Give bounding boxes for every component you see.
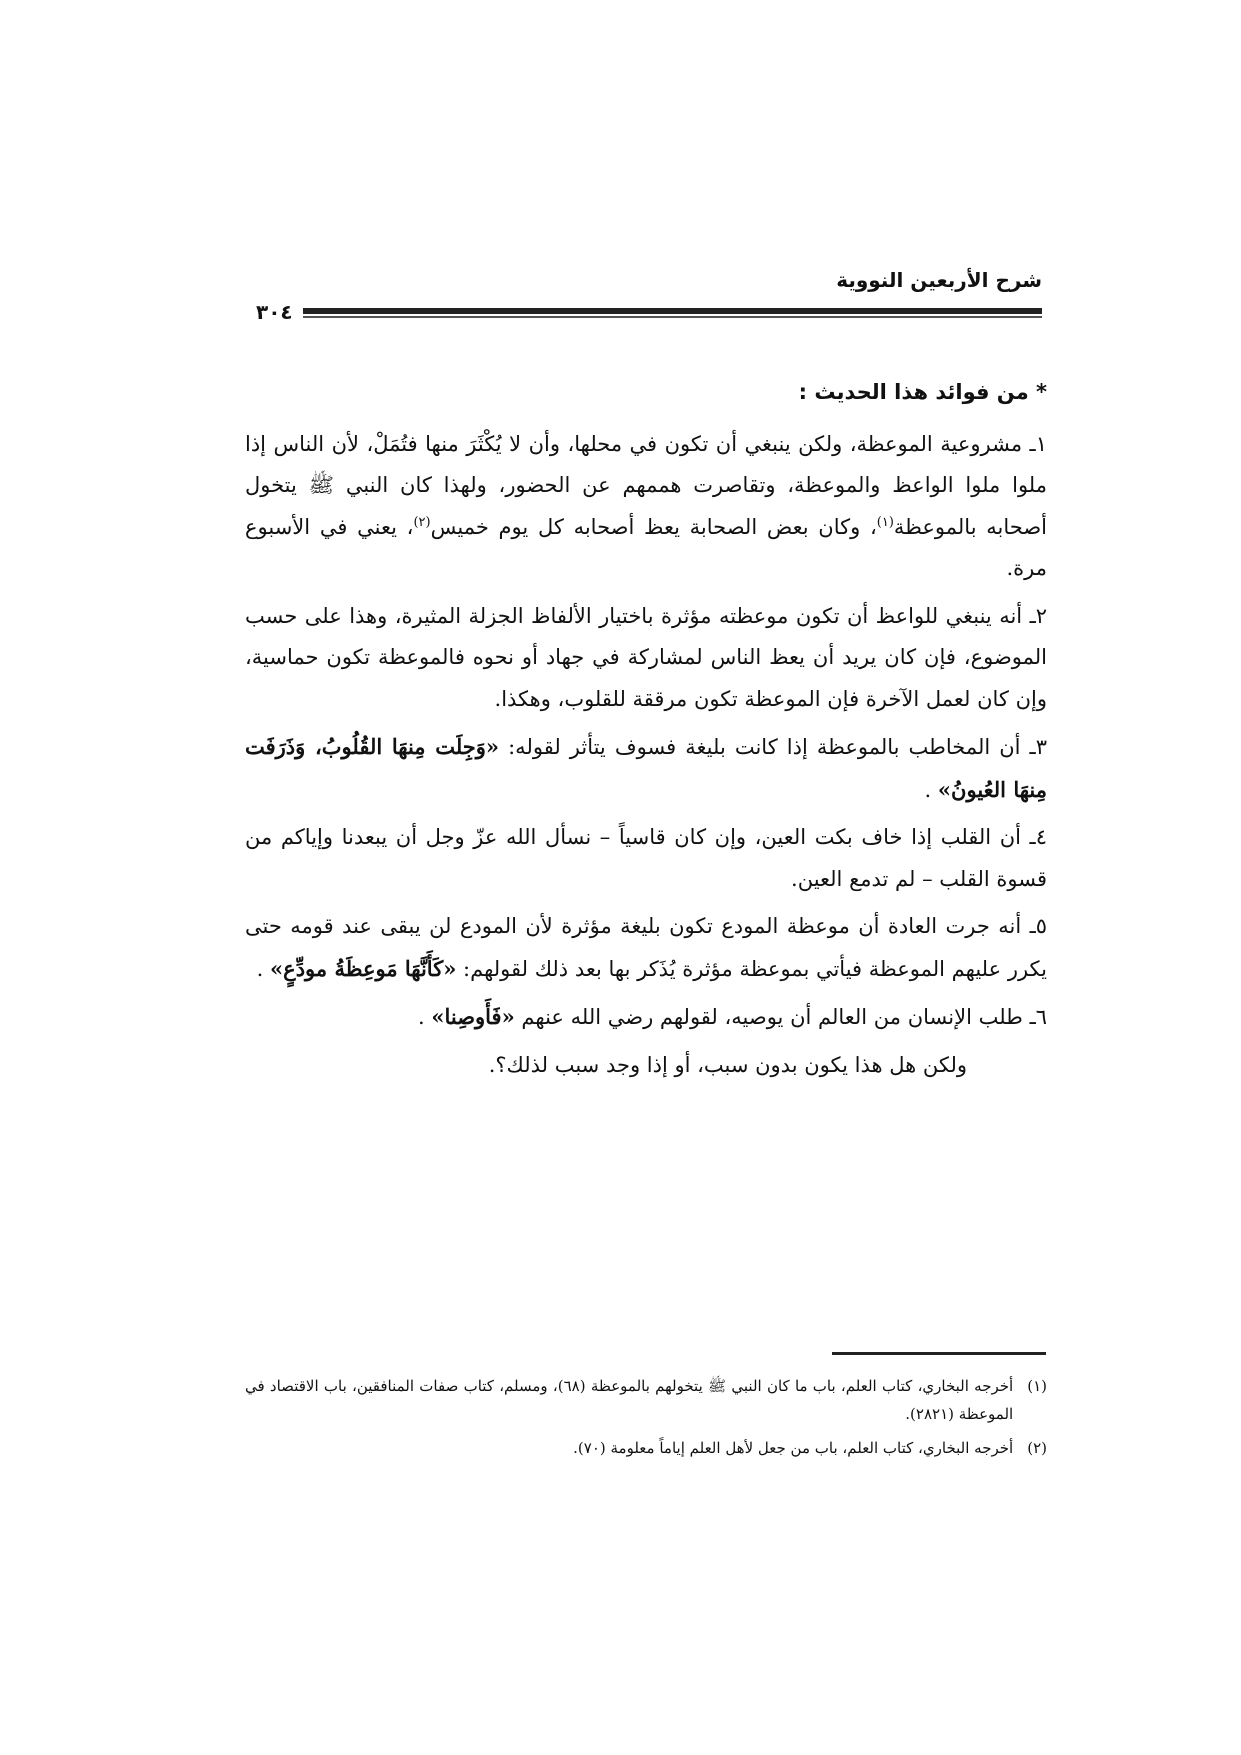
header-rule-thin xyxy=(252,316,1042,318)
paragraph-text: ٢ـ أنه ينبغي للواعظ أن تكون موعظته مؤثرة باختيار الألفاظ الجزلة المثيرة، وهذا على حسب الموضوع، فإن كان يريد أن يعظ الناس لمشاركة في جهاد أو نحوه فالموعظة تكون حماسية، وإن كان لعمل الآخرة فإن الموعظة تكون مرققة للقلوب، وهكذا. xyxy=(245,603,1047,711)
section-title: * من فوائد هذا الحديث : xyxy=(798,380,1047,404)
footnote-marker-2: (٢) xyxy=(413,514,431,530)
hadith-quote: «كَأَنَّهَا مَوعِظَةُ مودِّعٍ» xyxy=(270,955,457,981)
footnote-marker-1: (١) xyxy=(876,514,894,530)
paragraph-text: ١ـ مشروعية الموعظة، ولكن ينبغي أن تكون في محلها، وأن لا يُكْثَرَ منها فتُمَلْ، لأن الناس إذا ملوا ملوا الواعظ والموعظة، وتقاصرت هممهم عن الحضور، ولهذا كان النبي ﷺ يتخول أصحابه بالموعظة xyxy=(245,431,1047,539)
hadith-quote: «وَجِلَت مِنهَا القُلُوبُ، وَذَرَفَت مِنهَا العُيونُ» xyxy=(245,734,1047,802)
running-title: شرح الأربعين النووية xyxy=(836,268,1042,292)
benefit-paragraph-5 xyxy=(245,906,1047,990)
footnote-separator xyxy=(832,1352,1046,1355)
footnote-number: (٢) xyxy=(1027,1439,1047,1457)
header-rule-thick xyxy=(252,308,1042,314)
footnotes xyxy=(245,1372,1047,1468)
paragraph-text: ، وكان بعض الصحابة يعظ أصحابه كل يوم خميس xyxy=(430,514,877,539)
footnote-1 xyxy=(245,1372,1047,1428)
benefit-paragraph-1 xyxy=(245,424,1047,590)
paragraph-end: . xyxy=(417,1005,425,1029)
closing-question: ولكن هل هذا يكون بدون سبب، أو إذا وجد سبب لذلك؟. xyxy=(488,1052,967,1077)
paragraph-end: . xyxy=(924,777,932,802)
benefit-paragraph-2 xyxy=(245,596,1047,721)
benefit-paragraph-6 xyxy=(245,996,1047,1039)
footnote-2 xyxy=(245,1434,1047,1462)
main-text xyxy=(245,372,1047,1092)
hadith-quote: «فَأَوصِنا» xyxy=(431,1004,515,1029)
footnote-text: أخرجه البخاري، كتاب العلم، باب ما كان النبي ﷺ يتخولهم بالموعظة (٦٨)، ومسلم، كتاب صفات المنافقين، باب الاقتصاد في الموعظة (٢٨٢١). xyxy=(245,1377,1014,1423)
footnote-text: أخرجه البخاري، كتاب العلم، باب من جعل لأهل العلم إياماً معلومة (٧٠). xyxy=(573,1439,1014,1457)
paragraph-text: ٤ـ أن القلب إذا خاف بكت العين، وإن كان قاسياً – نسأل الله عزّ وجل أن يبعدنا وإياكم من قسوة القلب – لم تدمع العين. xyxy=(245,825,1047,891)
footnote-number: (١) xyxy=(1027,1377,1047,1395)
paragraph-end: . xyxy=(256,956,264,981)
page-number: ٣٠٤ xyxy=(252,300,303,324)
paragraph-text: ٥ـ أنه جرت العادة أن موعظة المودع تكون بليغة مؤثرة لأن المودع لن يبقى عند قومه حتى يكرر عليهم الموعظة فيأتي بموعظة مؤثرة يُذَكر بها بعد ذلك لقولهم: xyxy=(245,914,1047,981)
paragraph-text: ٦ـ طلب الإنسان من العالم أن يوصيه، لقولهم رضي الله عنهم xyxy=(521,1005,1047,1029)
paragraph-text: ٣ـ أن المخاطب بالموعظة إذا كانت بليغة فسوف يتأثر لقوله: xyxy=(508,735,1047,759)
paragraph-text: ، يعني في الأسبوع مرة. xyxy=(245,514,1047,580)
page-header xyxy=(252,268,1042,324)
benefit-paragraph-3 xyxy=(245,726,1047,811)
benefit-paragraph-4 xyxy=(245,817,1047,900)
